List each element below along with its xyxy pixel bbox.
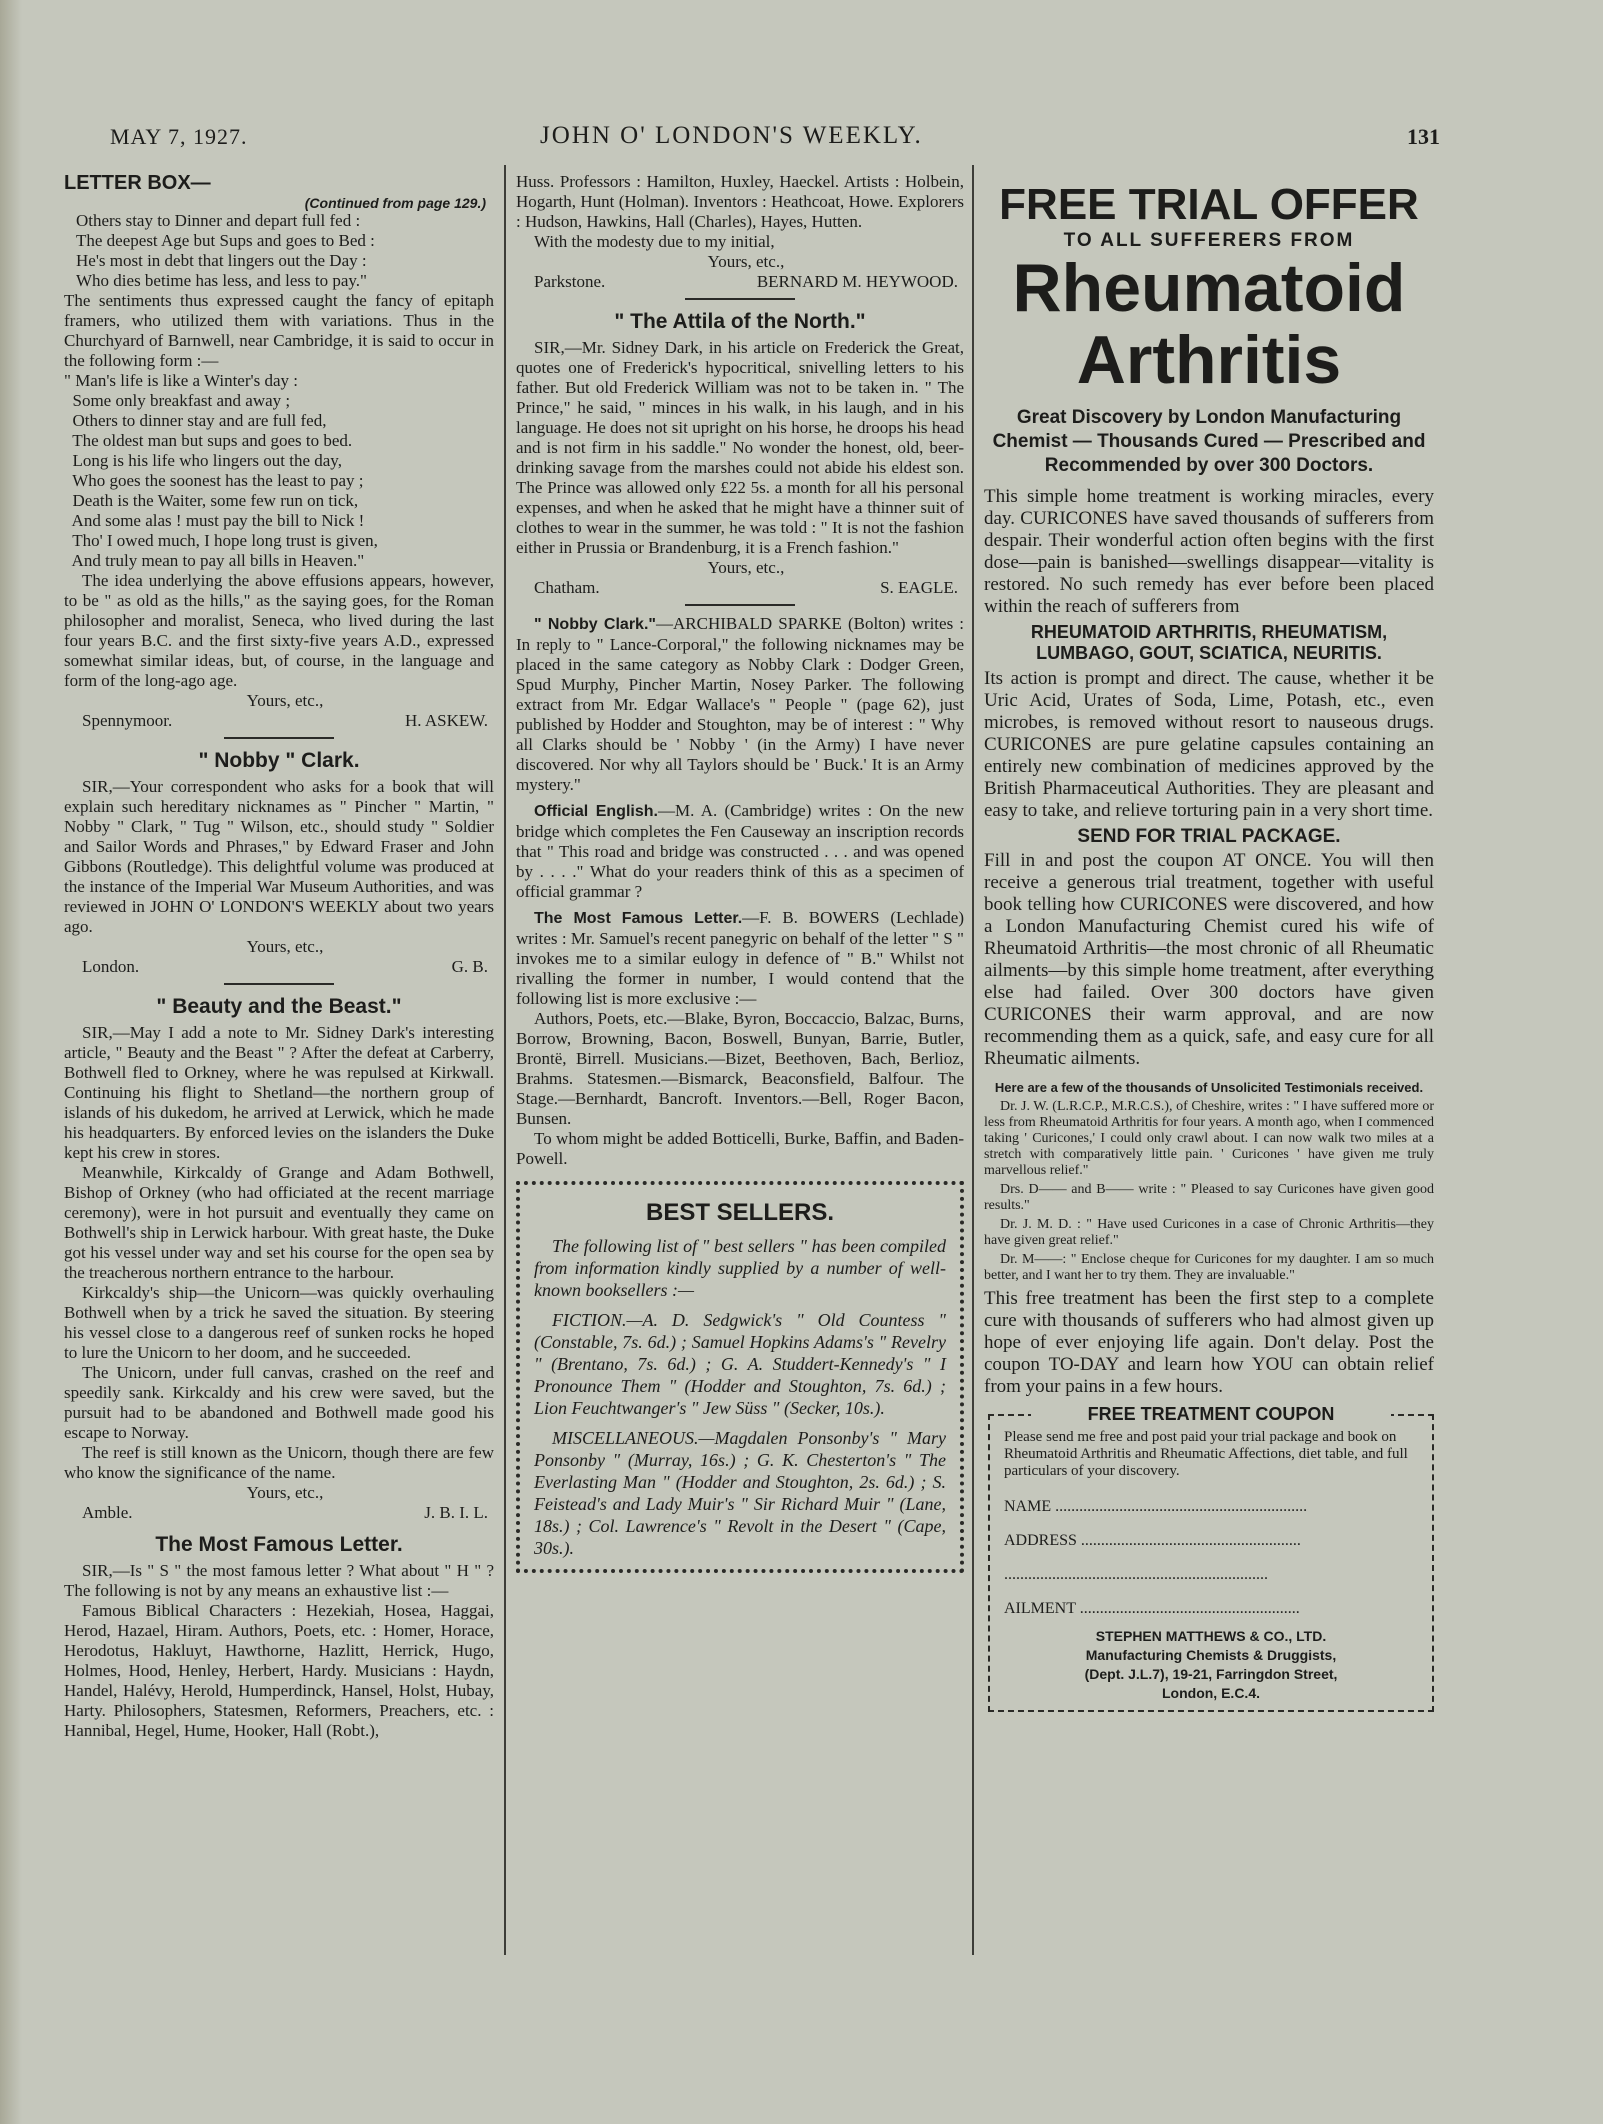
coupon-ailment-field: AILMENT ....................................................... (1004, 1600, 1300, 1617)
company-line: Manufacturing Chemists & Druggists, (1085, 1647, 1337, 1663)
coupon-address-label: ADDRESS (1004, 1532, 1077, 1549)
ad-send-heading: SEND FOR TRIAL PACKAGE. (1077, 826, 1341, 847)
column-2 (516, 172, 964, 1573)
signature-name: BERNARD M. HEYWOOD. (756, 272, 958, 291)
coupon-title: FREE TREATMENT COUPON (1031, 1404, 1391, 1425)
letter-paragraph: SIR,—Your correspondent who asks for a book that will explain such hereditary nicknames as " Pincher " Martin, " Nobby " Clark, " Tug " Wilson, etc., should study " Soldier and Sailor Words and Phrases," by Edward Fraser and John Gibbons (Routledge). This delightful volume was produced at the instance of the Imperial War Museum Authorities, and was reviewed in JOHN O' LONDON'S WEEKLY about two years ago. (64, 777, 494, 936)
ad-paragraph: This free treatment has been the first step to a complete cure with thousands of sufferers who had almost given up hope of ever enjoying life again. Don't delay. Post the coupon TO-DAY and learn how YOU can obtain relief from your pains in a few hours. (984, 1288, 1434, 1397)
ad-conditions: RHEUMATOID ARTHRITIS, RHEUMATISM, LUMBAGO, GOUT, SCIATICA, NEURITIS. (1030, 622, 1388, 663)
coupon-address-line: .................................................................. (1004, 1566, 1268, 1583)
advertisement (984, 172, 1434, 1712)
ad-testimonial: Dr. J. M. D. : " Have used Curicones in a case of Chronic Arthritis—they have given great relief." (984, 1217, 1434, 1248)
verse-2: " Man's life is like a Winter's day : Some only breakfast and away ; Others to dinner stay and are full fed, The oldest man but sups and goes to bed. Long is his life who lingers out the day, Who goes the soonest has the least to pay ; Death is the Waiter, some few run on tick, And some alas ! must pay the bill to Nick ! Tho' I owed much, I hope long trust is given, And truly mean to pay all bills in Heaven." (64, 371, 378, 570)
page-number: 131 (1407, 124, 1440, 149)
issue-date: MAY 7, 1927. (110, 124, 248, 149)
signature-line (82, 957, 488, 977)
signature-place: Parkstone. (534, 272, 606, 291)
paragraph-body: —M. A. (Cambridge) writes : On the new bridge which completes the Fen Causeway an inscription records that " This road and bridge was constructed . . . and was opened by . . . ." What do your readers think of this as a specimen of official grammar ? (516, 801, 965, 901)
paragraph-lead: " Nobby Clark." (534, 616, 656, 633)
paragraph-body: —ARCHIBALD SPARKE (Bolton) writes : In reply to " Lance-Corporal," the following nicknames may be placed in the same category as Nobby Clark : Dodger Green, Spud Murphy, Pincher Martin, Nosey Parker. The following extract from Mr. Edgar Wallace's " People " (page 62), just published by Hodder and Stoughton, may be of interest : " Why all Clarks should be ' Nobby ' (in the Army) I have never discovered. Nor why all Taylors should be ' Buck.' It is an Army mystery." (516, 614, 964, 794)
section-heading: " Beauty and the Beast." (156, 995, 402, 1018)
letter-list: Famous Biblical Characters : Hezekiah, Hosea, Haggai, Herod, Hazael, Hiram. Authors, Poets, etc. : Homer, Horace, Herodotus, Hakluyt, Hawthorne, Hazlitt, Herrick, Hugo, Holmes, Hood, Henley, Herbert, Hardy. Musicians : Haydn, Handel, Halévy, Herold, Humperdinck, Hansel, Holst, Hubay, Harty. Philosophers, Statesmen, Reformers, Preachers, etc. : Hannibal, Hegel, Hume, Hooker, Hall (Robt.), (64, 1601, 494, 1740)
best-sellers-fiction: FICTION.—A. D. Sedgwick's " Old Countess " (Constable, 7s. 6d.) ; Samuel Hopkins Adams's " Revelry " (Brentano, 7s. 6d.) ; G. A. Studdert-Kennedy's " I Pronounce Them " (Hodder and Stoughton, 7s. 6d.) ; Lion Feuchtwanger's " Jew Süss " (Secker, 10s.). (534, 1310, 946, 1418)
page-header (110, 118, 1440, 158)
signature-place: London. (82, 957, 140, 976)
ad-subheadline: TO ALL SUFFERERS FROM (1063, 230, 1355, 251)
signature-line (534, 578, 958, 598)
company-line: (Dept. J.L.7), 19-21, Farringdon Street, (1084, 1666, 1338, 1682)
letter-paragraph (516, 908, 964, 1009)
signature-line (82, 1503, 488, 1523)
column-1 (64, 172, 494, 1741)
column-rule-1 (504, 165, 506, 1955)
signature-place: Chatham. (534, 578, 600, 597)
letter-paragraph: The Unicorn, under full canvas, crashed on the reef and speedily sank. Kirkcaldy and his crew were saved, but the pursuit had to be abandoned and Bothwell made good his escape to Norway. (64, 1363, 494, 1442)
ad-testimonial: Dr. J. W. (L.R.C.P., M.R.C.S.), of Cheshire, writes : " I have suffered more or less from Rheumatoid Arthritis for four years. A month ago, when I commenced taking ' Curicones,' I could only crawl about. I can now walk two miles at a stretch with comparatively little pain. ' Curicones ' have given me truly marvellous relief." (984, 1099, 1434, 1178)
coupon-name-label: NAME (1004, 1498, 1052, 1515)
continued-note: (Continued from page 129.) (304, 195, 486, 211)
signature-name: G. B. (451, 957, 488, 976)
company-name: STEPHEN MATTHEWS & CO., LTD. (1095, 1628, 1327, 1644)
best-sellers-title: BEST SELLERS. (645, 1199, 835, 1226)
ad-discovery-line: Great Discovery by London Manufacturing Chemist — Thousands Cured — Prescribed and Recommended by over 300 Doctors. (992, 407, 1426, 476)
letter-paragraph: Huss. Professors : Hamilton, Huxley, Haeckel. Artists : Holbein, Hogarth, Hunt (Holman). Inventors : Heathcoat, Howe. Explorers : Hudson, Hawkins, Hall (Charles), Hayes, Hutten. (516, 172, 964, 231)
paragraph-body: —F. B. BOWERS (Lechlade) writes : Mr. Samuel's recent panegyric on behalf of the letter " S " invokes me to a similar eulogy in defence of " B." Whilst not rivalling the former in number, I would contend that the following list is more exclusive :— (516, 908, 964, 1008)
section-heading: " Nobby " Clark. (198, 749, 360, 772)
letter-paragraph: Kirkcaldy's ship—the Unicorn—was quickly overhauling Bothwell when by a trick he saved the situation. By steering his vessel close to a dangerous reef of sunken rocks he hoped to lure the Unicorn to her doom, and he succeeded. (64, 1283, 494, 1362)
letter-paragraph: The reef is still known as the Unicorn, though there are few who know the significance of the name. (64, 1443, 494, 1482)
letter-paragraph (516, 801, 964, 902)
ad-disease-word-1: Rheumatoid (1012, 250, 1406, 326)
letter-paragraph: SIR,—Is " S " the most famous letter ? What about " H " ? The following is not by any means an exhaustive list :— (64, 1561, 494, 1600)
letter-paragraph (516, 614, 964, 795)
section-rule (224, 983, 334, 985)
letter-paragraph: SIR,—May I add a note to Mr. Sidney Dark's interesting article, " Beauty and the Beast " ? After the defeat at Carberry, Bothwell fled to Orkney, where he was repulsed at Kirkwall. Continuing his flight to Shetland—the northern group of islands of his dukedom, he arrived at Lerwick, which he made his headquarters. By enforced levies on the islanders the Duke kept his crew in stores. (64, 1023, 494, 1162)
signature-yours: Yours, etc., (246, 691, 324, 710)
ad-testimonial: Dr. M——: " Enclose cheque for Curicones for my daughter. I am so much better, and I want her to try them. They are invaluable." (984, 1252, 1434, 1283)
column-rule-2 (972, 165, 974, 1955)
ad-paragraph: Fill in and post the coupon AT ONCE. You will then receive a generous trial treatment, together with useful book telling how CURICONES were discovered, and how a London Manufacturing Chemist cured his wife of Rheumatoid Arthritis—the most chronic of all Rheumatic ailments—by this simple home treatment, after everything else had failed. Over 300 doctors have given CURICONES their warm approval, and are now recommending them as a quick, safe, and easy cure for all Rheumatic ailments. (984, 850, 1434, 1069)
best-sellers-misc: MISCELLANEOUS.—Magdalen Ponsonby's " Mary Ponsonby " (Murray, 16s.) ; G. K. Chesterton's " The Everlasting Man " (Hodder and Stoughton, 2s. 6d.) ; S. Feistead's and Lady Muir's " Sir Richard Muir " (Lane, 18s.) ; Col. Lawrence's " Revolt in the Desert " (Cape, 30s.). (534, 1428, 946, 1558)
section-rule (685, 298, 795, 300)
letter-paragraph: Meanwhile, Kirkcaldy of Grange and Adam Bothwell, Bishop of Orkney (who had officiated at the recent marriage ceremony), were in hot pursuit and eventually they came on Bothwell's ship in Lerwick harbour. With great haste, the Duke got his vessel under way and set his course for the open sea by the treacherous northern entrance to the harbour. (64, 1163, 494, 1282)
verse-1: Others stay to Dinner and depart full fed : The deepest Age but Sups and goes to Bed : He's most in debt that lingers out the Day : Who dies betime has less, and less to pay." (76, 211, 375, 290)
signature-line (82, 711, 488, 731)
signature-place: Amble. (82, 1503, 133, 1522)
signature-name: H. ASKEW. (405, 711, 488, 730)
signature-name: S. EAGLE. (880, 578, 958, 597)
signature-name: J. B. I. L. (424, 1503, 488, 1522)
section-heading: " The Attila of the North." (614, 310, 866, 333)
company-line: London, E.C.4. (1162, 1685, 1260, 1701)
letter-box-title: LETTER BOX— (64, 172, 211, 194)
letter-list: Authors, Poets, etc.—Blake, Byron, Boccaccio, Balzac, Burns, Borrow, Browning, Bacon, Boswell, Bunyan, Barrie, Butler, Brontë, Birrell. Musicians.—Bizet, Beethoven, Bach, Berlioz, Brahms. Statesmen.—Bismarck, Beaconsfield, Balfour. The Stage.—Bernhardt, Bancroft. Inventors.—Bell, Roger Bacon, Bunsen. (516, 1009, 964, 1128)
section-rule (224, 737, 334, 739)
coupon-address-field: ADDRESS ....................................................... (1004, 1532, 1301, 1549)
signature-line (534, 272, 958, 292)
letter-paragraph: The idea underlying the above effusions appears, however, to be " as old as the hills," as the saying goes, for the Roman philosopher and moralist, Seneca, who lived during the last four years B.C. and the first sixty-five years A.D., expressed somewhat similar ideas, but, of course, in the language and form of the long-ago age. (64, 571, 494, 690)
signature-yours: Yours, etc., (707, 558, 785, 577)
coupon-text: Please send me free and post paid your trial package and book on Rheumatoid Arthritis and Rheumatic Affections, diet table, and full particulars of your discovery. (1004, 1429, 1408, 1479)
paragraph-lead: Official English. (534, 803, 658, 820)
publication-title: JOHN O' LONDON'S WEEKLY. (540, 122, 923, 149)
ad-headline: FREE TRIAL OFFER (999, 180, 1419, 229)
signature-yours: Yours, etc., (707, 252, 785, 271)
section-heading: The Most Famous Letter. (155, 1533, 403, 1556)
coupon-ailment-label: AILMENT (1004, 1600, 1076, 1617)
signature-place: Spennymoor. (82, 711, 173, 730)
signature-yours: Yours, etc., (246, 937, 324, 956)
coupon-box (988, 1404, 1434, 1712)
ad-testimonial-heading: Here are a few of the thousands of Unsolicited Testimonials received. (994, 1080, 1424, 1095)
page-edge (0, 0, 22, 2124)
letter-paragraph: With the modesty due to my initial, (534, 232, 775, 251)
paragraph-lead: The Most Famous Letter. (534, 910, 743, 927)
best-sellers-intro: The following list of " best sellers " has been compiled from information kindly supplied by a number of well-known booksellers :— (534, 1236, 946, 1300)
letter-paragraph: The sentiments thus expressed caught the fancy of epitaph framers, who utilized them with variations. Thus in the Churchyard of Barnwell, near Cambridge, it is said to occur in the following form :— (64, 291, 494, 370)
signature-yours: Yours, etc., (246, 1483, 324, 1502)
best-sellers-box (516, 1181, 964, 1573)
ad-paragraph: This simple home treatment is working miracles, every day. CURICONES have saved thousands of sufferers from despair. Their wonderful action often begins with the first dose—pain is banished—swellings disappear—vitality is restored. No such remedy has ever before been placed within the reach of sufferers from (984, 486, 1434, 617)
letter-paragraph: SIR,—Mr. Sidney Dark, in his article on Frederick the Great, quotes one of Frederick's hypocritical, snivelling letters to his father. But old Frederick William was not to be taken in. " The Prince," he said, " minces in his walk, in his laugh, and in his language. He does not sit upright on his horse, he droops his head and is not firm in his saddle." No wonder the honest, old, beer-drinking savage from the marshes could not abide his eldest son. The Prince was allowed only £22 5s. a month for all his personal expenses, and when he asked that he might have a thinner suit of clothes to wear in the summer, he was told : " It is not the fashion either in Prussia or Brandenburg, it is a French fashion." (516, 338, 964, 557)
coupon-name-field: NAME ............................................................... (1004, 1498, 1308, 1515)
letter-paragraph: To whom might be added Botticelli, Burke, Baffin, and Baden-Powell. (516, 1129, 964, 1168)
ad-testimonial: Drs. D—— and B—— write : " Pleased to say Curicones have given good results." (984, 1182, 1434, 1213)
ad-paragraph: Its action is prompt and direct. The cause, whether it be Uric Acid, Urates of Soda, Lime, Potash, etc., even microbes, is removed without resort to nauseous drugs. CURICONES are pure gelatine capsules containing an entirely new combination of medicines approved by the British Pharmaceutical Authorities. They are pleasant and easy to take, and relieve torturing pain in a very short time. (984, 668, 1434, 821)
ad-disease-word-2: Arthritis (1076, 322, 1342, 398)
section-rule (685, 604, 795, 606)
